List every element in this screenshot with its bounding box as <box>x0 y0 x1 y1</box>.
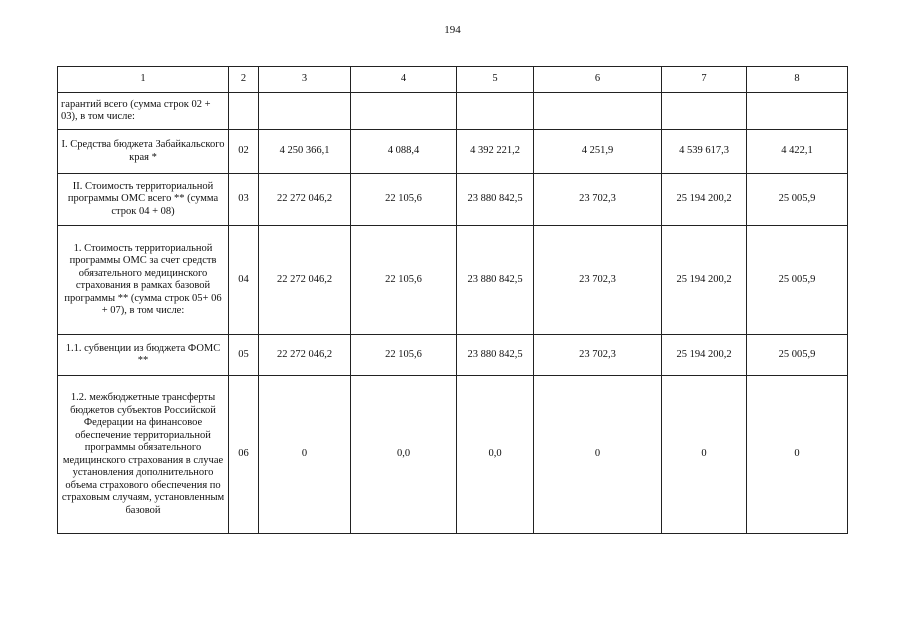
table-cell <box>662 93 747 130</box>
table-cell <box>259 93 351 130</box>
table-row <box>58 93 848 130</box>
table-row <box>58 335 848 376</box>
table-cell: 25 005,9 <box>747 335 848 376</box>
row-code: 06 <box>229 376 259 534</box>
table-cell: 22 272 046,2 <box>259 226 351 335</box>
table-cell: 0 <box>662 376 747 534</box>
table-cell: 22 105,6 <box>351 226 457 335</box>
column-header-3: 3 <box>259 67 351 93</box>
table-cell: 23 702,3 <box>534 174 662 226</box>
table-cell: 25 194 200,2 <box>662 335 747 376</box>
table-cell <box>747 93 848 130</box>
table-row <box>58 130 848 174</box>
row-name: 1.2. межбюджетные трансферты бюджетов субъектов Российской Федерации на финансовое обеспечение территориальной программы обязательного медицинского страхования в случае установления дополнительного объема страхового обеспечения по страховым случаям, установленным базовой <box>58 376 229 534</box>
column-header-1: 1 <box>58 67 229 93</box>
table-cell: 4 539 617,3 <box>662 130 747 174</box>
table-cell: 4 088,4 <box>351 130 457 174</box>
table-cell <box>351 93 457 130</box>
column-header-6: 6 <box>534 67 662 93</box>
table-cell: 25 194 200,2 <box>662 174 747 226</box>
table-row <box>58 174 848 226</box>
table-cell: 23 880 842,5 <box>457 174 534 226</box>
column-header-8: 8 <box>747 67 848 93</box>
table-cell: 0 <box>534 376 662 534</box>
column-header-2: 2 <box>229 67 259 93</box>
table-cell: 22 272 046,2 <box>259 335 351 376</box>
column-header-5: 5 <box>457 67 534 93</box>
row-code <box>229 93 259 130</box>
table-cell: 22 105,6 <box>351 335 457 376</box>
page-number: 194 <box>444 24 461 36</box>
header-row <box>58 67 848 93</box>
row-name: гарантий всего (сумма строк 02 + 03), в том числе: <box>58 93 229 130</box>
row-code: 04 <box>229 226 259 335</box>
table-cell <box>457 93 534 130</box>
table-cell: 0 <box>259 376 351 534</box>
table-cell: 4 422,1 <box>747 130 848 174</box>
table-cell: 22 272 046,2 <box>259 174 351 226</box>
table-cell: 23 702,3 <box>534 226 662 335</box>
column-header-7: 7 <box>662 67 747 93</box>
row-name: I. Средства бюджета Забайкальского края * <box>58 130 229 174</box>
row-name: II. Стоимость территориальной программы ОМС всего ** (сумма строк 04 + 08) <box>58 174 229 226</box>
table-cell: 25 005,9 <box>747 226 848 335</box>
row-code: 02 <box>229 130 259 174</box>
table-cell: 0,0 <box>457 376 534 534</box>
table-cell: 25 194 200,2 <box>662 226 747 335</box>
table-cell: 4 392 221,2 <box>457 130 534 174</box>
table-cell: 4 251,9 <box>534 130 662 174</box>
table-cell: 25 005,9 <box>747 174 848 226</box>
table-cell: 23 880 842,5 <box>457 335 534 376</box>
table-row <box>58 226 848 335</box>
table-cell: 0 <box>747 376 848 534</box>
row-name: 1. Стоимость территориальной программы ОМС за счет средств обязательного медицинского страхования в рамках базовой программы ** (сумма строк 05+ 06 + 07), в том числе: <box>58 226 229 335</box>
table-row <box>58 376 848 534</box>
table-cell: 23 702,3 <box>534 335 662 376</box>
column-header-4: 4 <box>351 67 457 93</box>
table-cell: 23 880 842,5 <box>457 226 534 335</box>
row-name: 1.1. субвенции из бюджета ФОМС ** <box>58 335 229 376</box>
table-cell <box>534 93 662 130</box>
table-cell: 22 105,6 <box>351 174 457 226</box>
table-cell: 0,0 <box>351 376 457 534</box>
row-code: 05 <box>229 335 259 376</box>
table-cell: 4 250 366,1 <box>259 130 351 174</box>
budget-table <box>57 66 848 534</box>
row-code: 03 <box>229 174 259 226</box>
